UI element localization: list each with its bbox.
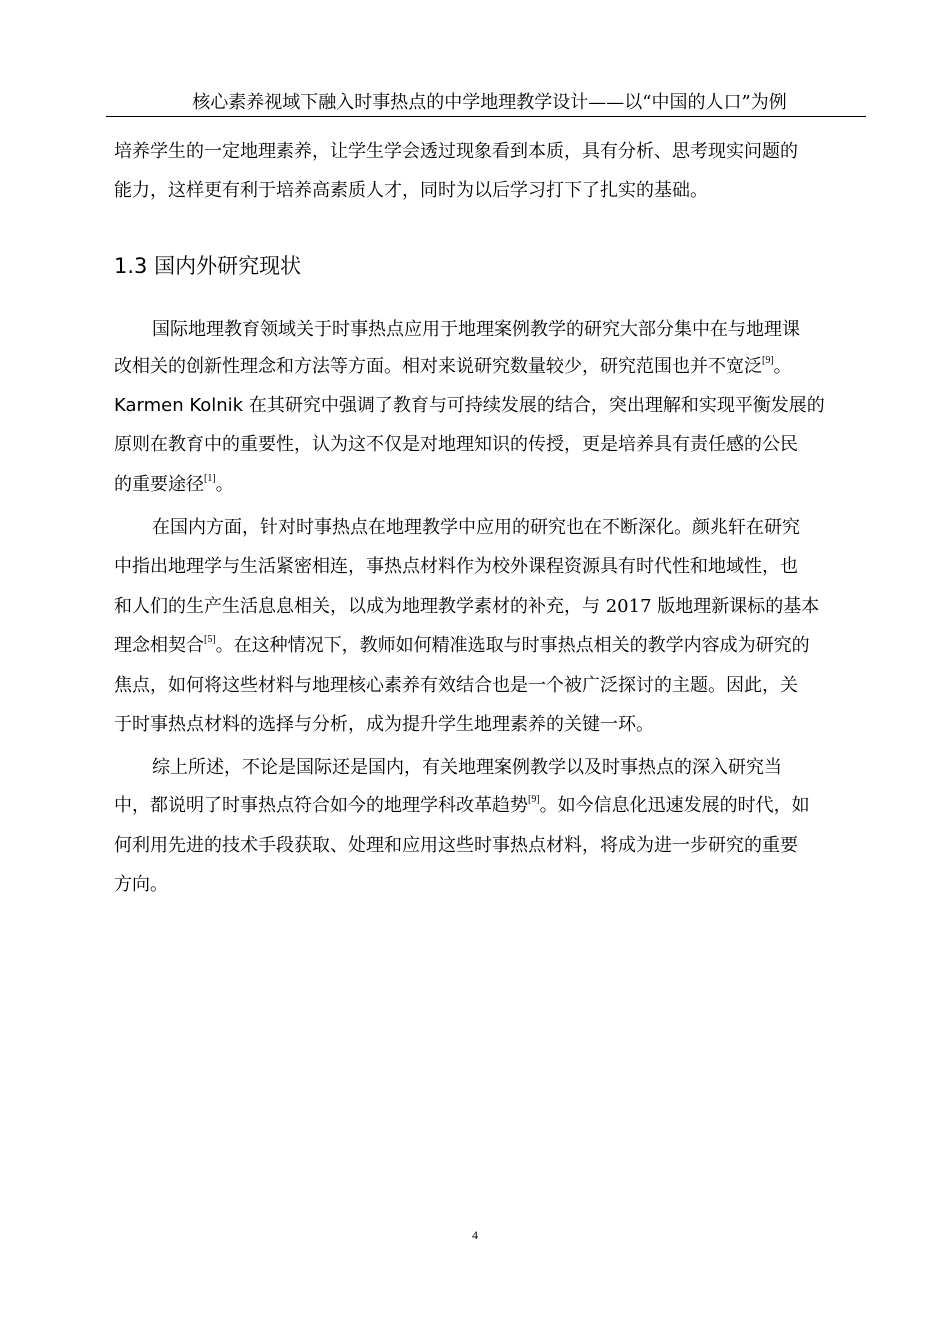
para1-line-4: 原则在教育中的重要性，认为这不仅是对地理知识的传授，更是培养具有责任感的公民 (114, 434, 798, 455)
para1-line-1: 国际地理教育领域关于时事热点应用于地理案例教学的研究大部分集中在与地理课 (152, 319, 800, 340)
running-header: 核心素养视域下融入时事热点的中学地理教学设计——以“中国的人口”为例 (192, 92, 787, 113)
author-name: Karmen Kolnik (114, 395, 244, 416)
citation-ref: [1] (204, 473, 216, 484)
intro-line-2: 能力，这样更有利于培养高素质人才，同时为以后学习打下了扎实的基础。 (114, 180, 708, 201)
page-number: 4 (472, 1228, 478, 1242)
para2-line-6: 于时事热点材料的选择与分析，成为提升学生地理素养的关键一环。 (114, 714, 654, 735)
para1-line-2-tail: 。 (773, 356, 792, 377)
para2-line-4 (114, 633, 810, 659)
para2-line-4-tail: 。在这种情况下，教师如何精准选取与时事热点相关的教学内容成为研究的 (215, 635, 810, 656)
citation-ref: [5] (204, 634, 216, 645)
para1-line-3-text: 在其研究中强调了教育与可持续发展的结合，突出理解和实现平衡发展的 (243, 395, 825, 416)
para2-line-5: 焦点，如何将这些材料与地理核心素养有效结合也是一个被广泛探讨的主题。因此，关 (114, 675, 798, 696)
para2-line-4-text: 理念相契合 (114, 635, 204, 656)
para1-line-2-text: 改相关的创新性理念和方法等方面。相对来说研究数量较少，研究范围也并不宽泛 (114, 356, 762, 377)
para1-line-5-text: 的重要途径 (114, 474, 204, 495)
para2-line-2: 中指出地理学与生活紧密相连，事热点材料作为校外课程资源具有时代性和地域性，也 (114, 556, 798, 577)
para2-line-1: 在国内方面，针对时事热点在地理教学中应用的研究也在不断深化。颜兆轩在研究 (152, 517, 800, 538)
citation-ref: [9] (528, 794, 540, 805)
header-divider (106, 116, 866, 117)
para1-line-5 (114, 472, 234, 498)
para3-line-2-tail: 。如今信息化迅速发展的时代，如 (539, 795, 810, 816)
para2-line-3: 和人们的生产生活息息相关，以成为地理教学素材的补充，与 2017 版地理新课标的基本 (114, 596, 820, 617)
para3-line-4: 方向。 (114, 874, 168, 895)
para3-line-1: 综上所述，不论是国际还是国内，有关地理案例教学以及时事热点的深入研究当 (152, 757, 782, 778)
para1-line-5-tail: 。 (215, 474, 234, 495)
section-heading: 1.3 国内外研究现状 (114, 254, 302, 278)
para3-line-2-text: 中，都说明了时事热点符合如今的地理学科改革趋势 (114, 795, 528, 816)
para1-line-2 (114, 354, 792, 380)
citation-ref: [9] (762, 355, 774, 366)
para3-line-2 (114, 793, 810, 819)
para1-line-3 (114, 393, 825, 419)
para3-line-3: 何利用先进的技术手段获取、处理和应用这些时事热点材料，将成为进一步研究的重要 (114, 835, 798, 856)
intro-line-1: 培养学生的一定地理素养，让学生学会透过现象看到本质，具有分析、思考现实问题的 (114, 141, 798, 162)
